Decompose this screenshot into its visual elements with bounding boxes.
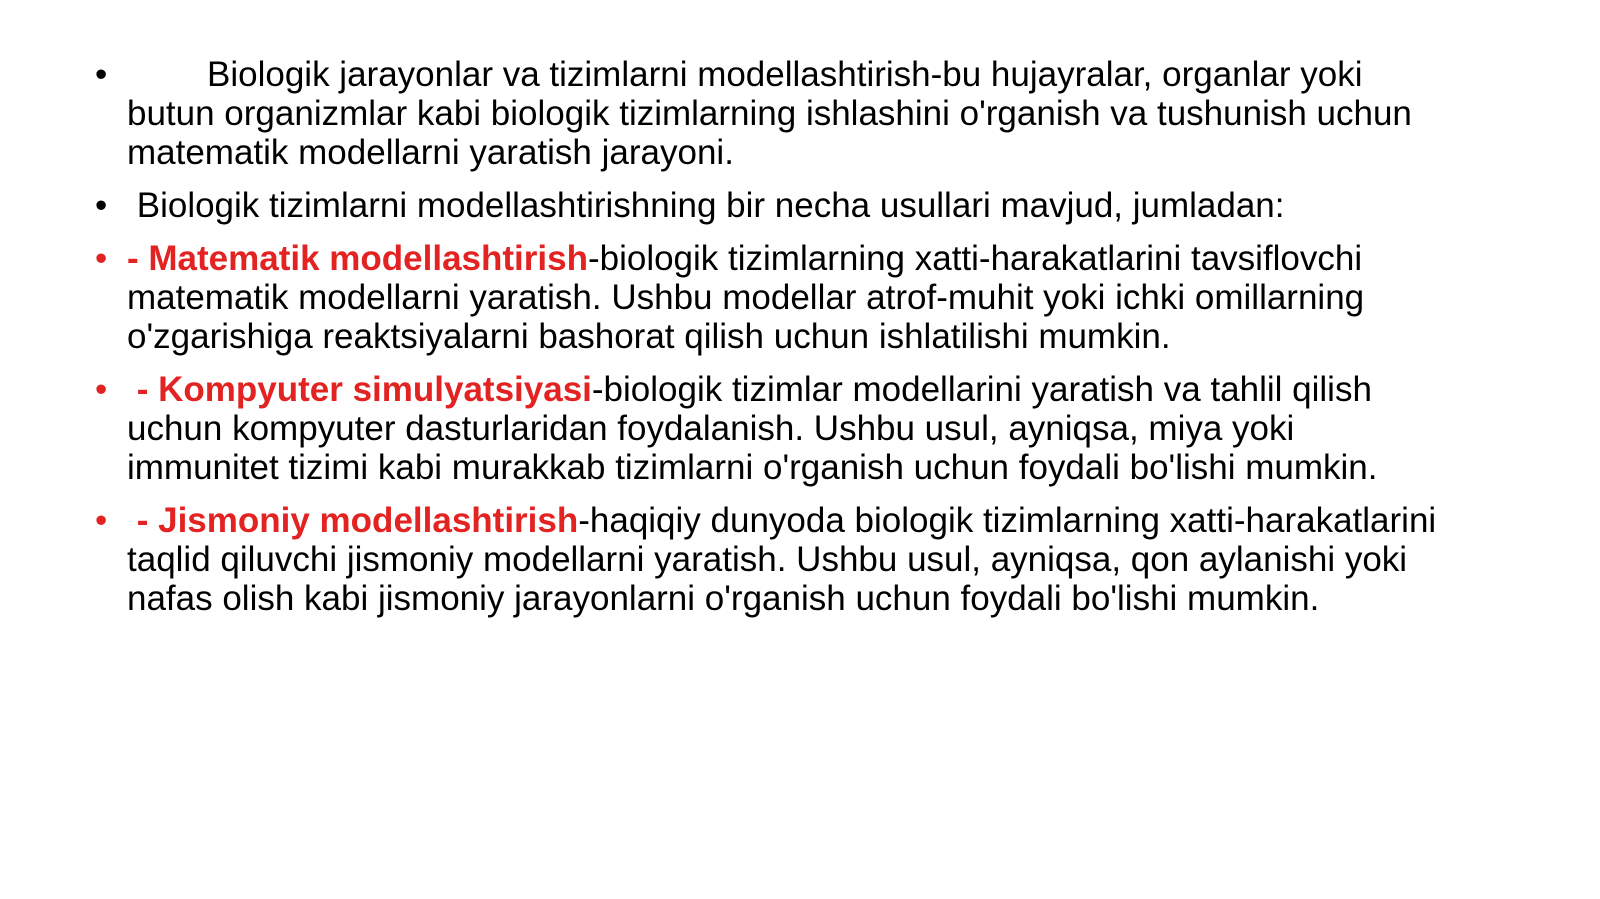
bullet-text: -haqiqiy dunyoda biologik tizimlarning xatti-harakatlarini taqlid qiluvchi jismoniy modellarni yaratish. Ushbu usul, ayniqsa, qon aylanishi yoki nafas olish kabi jismoniy jarayonlarni o'rganish uchun foydali bo'lishi mumkin. (127, 501, 1437, 618)
bullet-marker: • (95, 239, 108, 278)
bullet-text: Biologik jarayonlar va tizimlarni modellashtirish-bu hujayralar, organlar yoki butun organizmlar kabi biologik tizimlarning ishlashini o'rganish va tushunish uchun matematik modellarni yaratish jarayoni. (127, 55, 1412, 172)
bullet-term: - Matematik modellashtirish (127, 239, 588, 278)
bullet-term: - Jismoniy modellashtirish (127, 501, 579, 540)
bullet-text: -biologik tizimlar modellarini yaratish va tahlil qilish uchun kompyuter dasturlaridan foydalanish. Ushbu usul, ayniqsa, miya yoki immunitet tizimi kabi murakkab tizimlarni o'rganish uchun foydali bo'lishi mumkin. (127, 370, 1378, 487)
bullet-term: - Kompyuter simulyatsiyasi (127, 370, 592, 409)
bullet-list (95, 55, 1455, 632)
bullet-item-mathematical-modeling (95, 239, 1455, 356)
bullet-marker: • (95, 186, 108, 225)
bullet-item-definition (95, 55, 1455, 172)
bullet-marker: • (95, 501, 108, 540)
bullet-marker: • (95, 370, 108, 409)
bullet-item-physical-modeling (95, 501, 1455, 618)
bullet-marker: • (95, 55, 108, 94)
bullet-text: Biologik tizimlarni modellashtirishning bir necha usullari mavjud, jumladan: (127, 186, 1285, 225)
bullet-text: -biologik tizimlarning xatti-harakatlarini tavsiflovchi matematik modellarni yaratish. Ushbu modellar atrof-muhit yoki ichki omillarning o'zgarishiga reaktsiyalarni bashorat qilish uchun ishlatilishi mumkin. (127, 239, 1365, 356)
bullet-item-computer-simulation (95, 370, 1455, 487)
bullet-item-methods-intro (95, 186, 1455, 225)
